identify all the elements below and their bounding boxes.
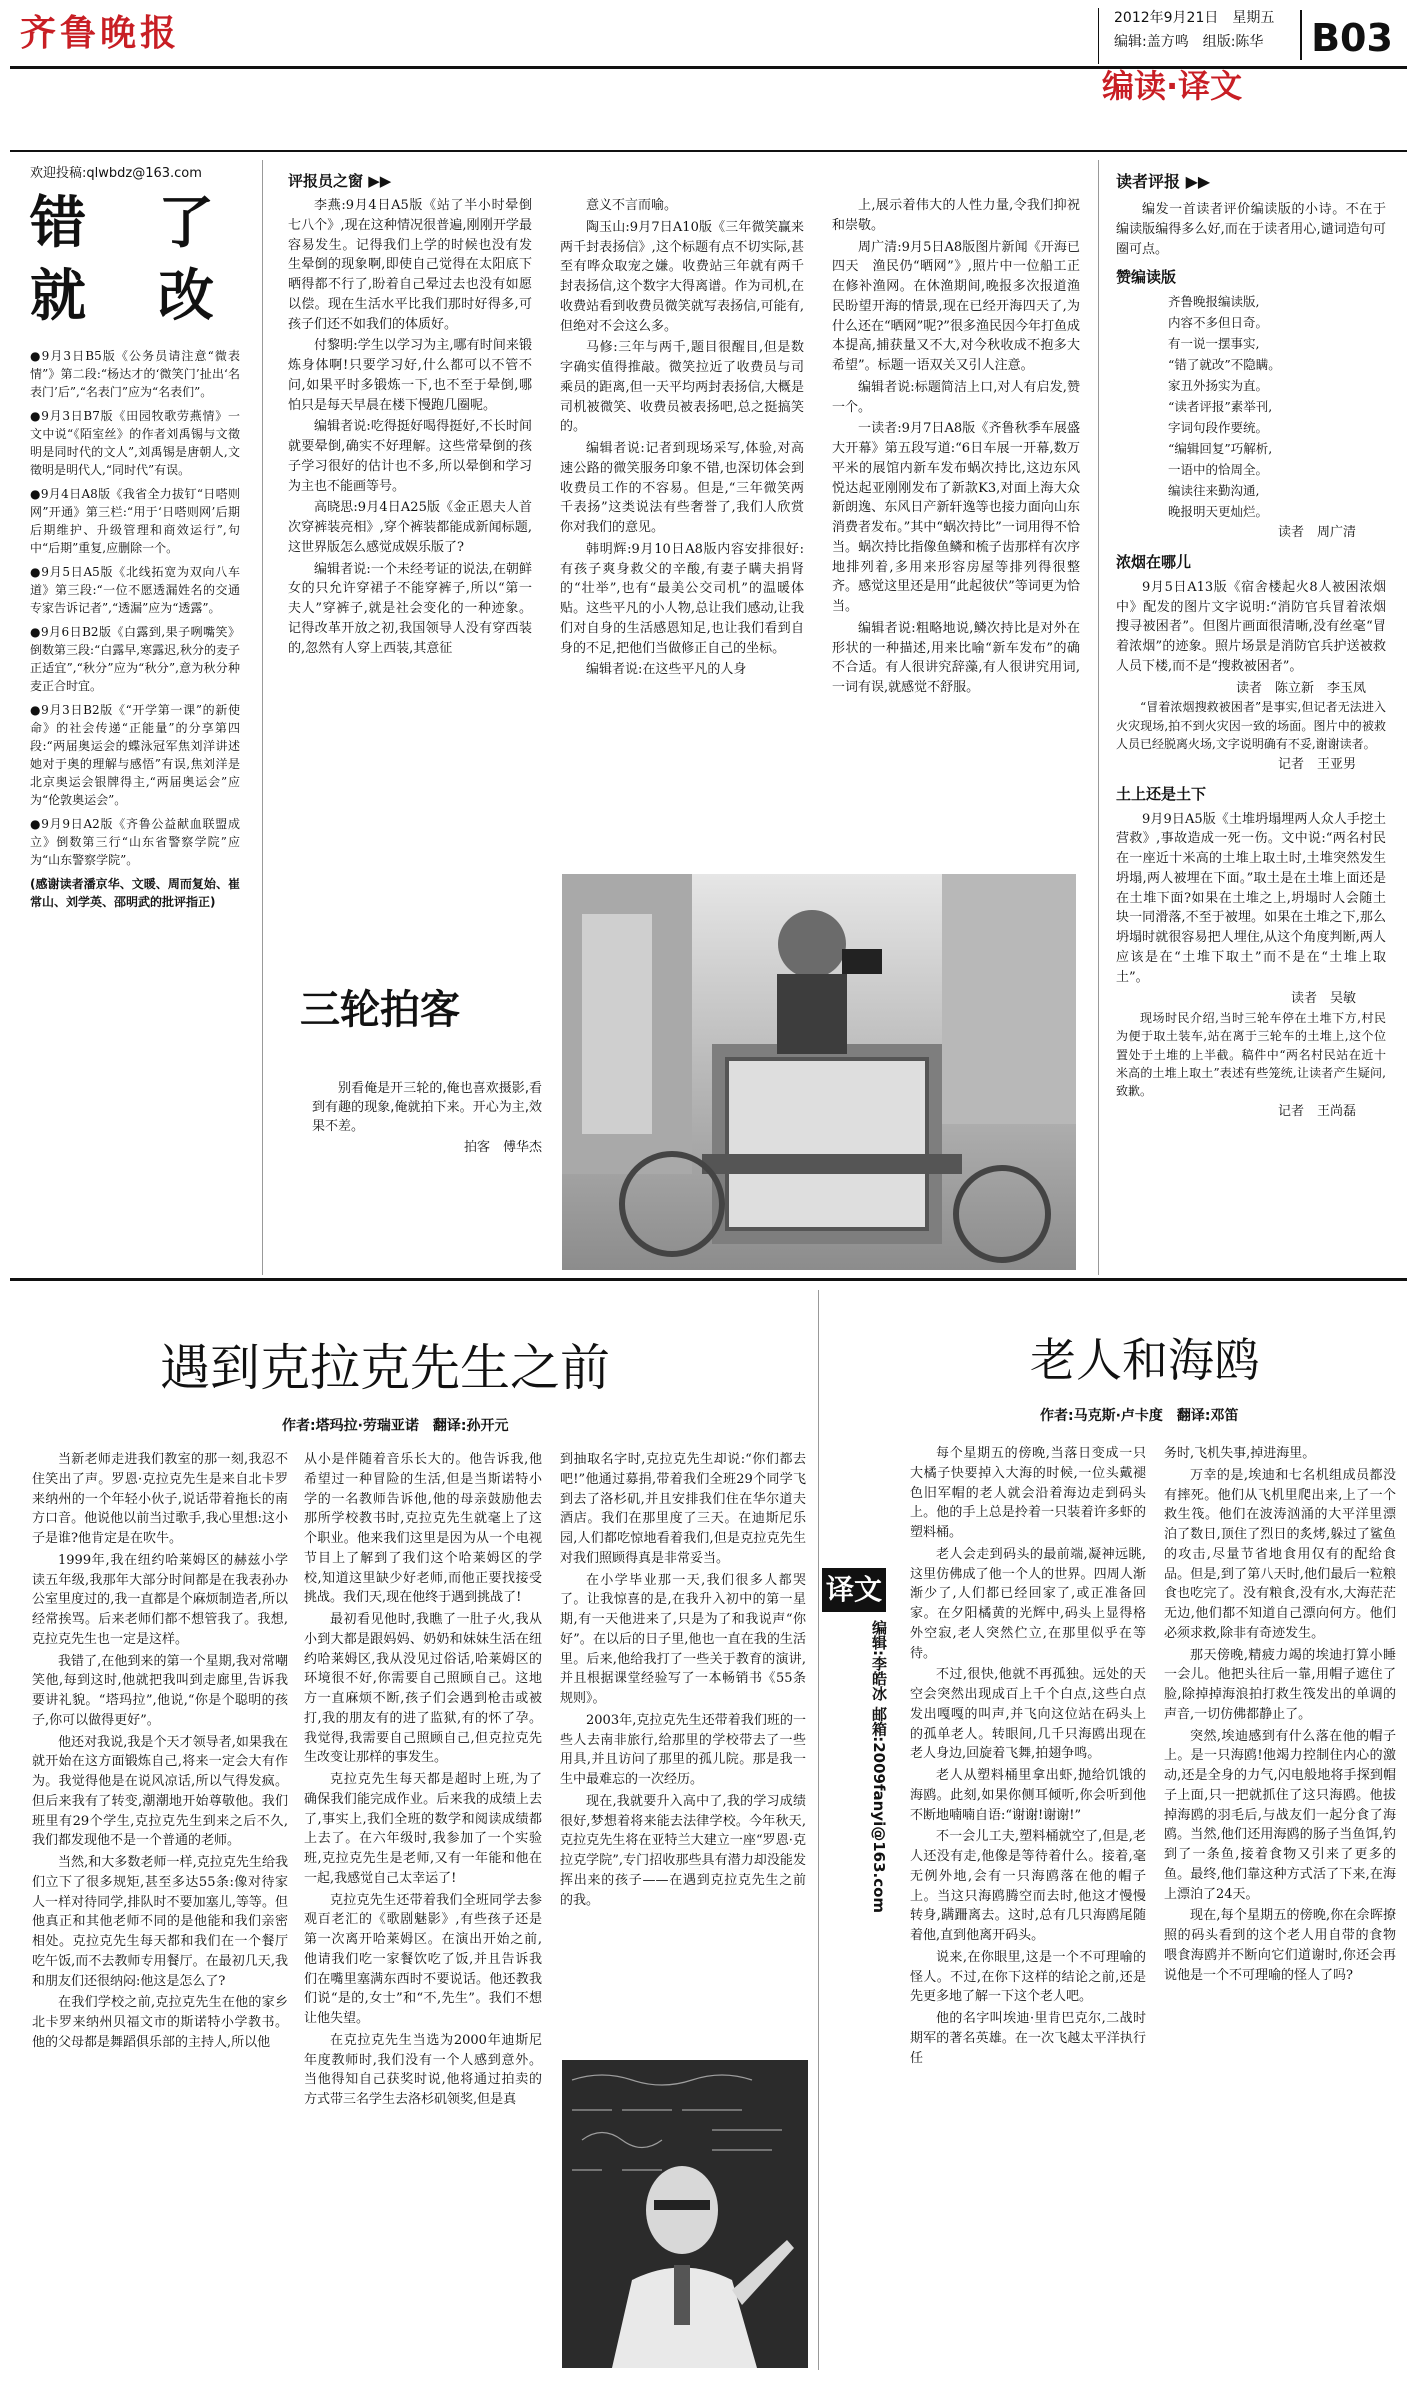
review-col-2 [560,196,804,682]
article-para: 从小是伴随着音乐长大的。他告诉我,他希望过一种冒险的生活,但是当斯诺特小学的一名教师告诉他,他的母亲鼓励他去那所学校教书时,克拉克先生就毫上了这个职业。他来我们这里是因为从一个电视节目上了解到了我们这个哈莱姆区的学校,知道这里缺少好老师,而他正要找接受挑战。我们天,现在他终于遇到挑战了! [304,1452,542,1606]
translation-mailbox: 邮箱:2009fanyi@163.com [870,1706,888,1914]
earth-title: 土上还是土下 [1116,784,1207,803]
smoke-reporter: 记者 王亚男 [1277,757,1356,773]
smoke-title: 浓烟在哪儿 [1116,553,1192,572]
article1-col-3 [560,1450,806,1912]
article-para: 老人会走到码头的最前端,凝神远眺,这里仿佛成了他一个人的世界。四周人渐渐少了,人们都已经回家了,或正准备回家。在夕阳橘黄的光辉中,码头上显得格外空寂,老人突然伫立,在那里似乎在等待。 [910,1546,1146,1661]
article-para: 1999年,我在纽约哈莱姆区的赫兹小学读五年级,我那年大部分时间都是在我表孙办公室里度过的,我一直都是个麻烦制造者,所以经常挨骂。后来老师们都不想管我了。我想,克拉克先生也一定是这样。 [32,1552,288,1647]
correction-item: ●9月4日A8版《我省全力拔钉“日嗒则网”开通》第三栏:“用于‘日嗒则网’后期后期维护、升级管理和商效运行”,句中“后期”重复,应删除一个。 [30,487,240,556]
corrections-column [30,164,240,913]
review-window-title: 评报员之窗 ▶▶ [288,172,392,190]
review-para: 编辑者说:在这些平凡的人身 [586,662,747,678]
article2-col-1 [910,1444,1146,2070]
earth-signer: 读者 吴敏 [1290,991,1356,1007]
smoke-reply: “冒着浓烟搜救被困者”是事实,但记者无法进入火灾现场,拍不到火灾因一致的场面。图片中的被救人员已经脱离火场,文字说明确有不妥,谢谢读者。 [1116,700,1386,751]
corrections-list [30,347,240,911]
earth-reporter: 记者 王尚磊 [1277,1104,1356,1120]
review-para: 编辑者说:标题简洁上口,对人有启发,赞一个。 [832,379,1080,415]
poem [1116,292,1386,521]
correction-item: ●9月9日A2版《齐鲁公益献血联盟成立》倒数第三行“山东省警察学院”应为“山东警察学院”。 [30,817,240,868]
article-para: 现在,每个星期五的傍晚,你在佘晖撩照的码头看到的这个老人用自带的食物喂食海鸥并不断向它们道谢时,你还会再说他是一个不可理喻的怪人了吗? [1164,1908,1396,1983]
article-para: 他的名字叫埃迪·里肯巴克尔,二战时期军的著名英雄。在一次飞越太平洋执行任 [910,2011,1146,2066]
arrow-icon: ▶▶ [368,172,392,190]
masthead-logo: 齐鲁晚报 [20,12,181,54]
teacher-photo [562,2060,808,2368]
review-col-1 [288,196,532,660]
poem-title: 赞编读版 [1116,267,1177,286]
article-para: 2003年,克拉克先生还带着我们班的一些人去南非旅行,给那里的学校带去了一些用具,并且访问了那里的孤儿院。那是我一生中最难忘的一次经历。 [560,1712,806,1787]
photo-story-title: 三轮拍客 [300,987,460,1033]
smoke-text: 9月5日A13版《宿舍楼起火8人被困浓烟中》配发的图片文字说明:“消防官兵冒着浓烟搜寻被困者”。但图片画面很清晰,没有丝毫“冒着浓烟”的迹象。照片场景是消防官兵护送被救人员下楼,而不是“搜救被困者”。 [1116,579,1386,674]
translation-rule [10,1278,1407,1281]
poem-line: 家丑外扬实为直。 [1168,378,1269,394]
correction-thanks: (感谢读者潘京华、文暖、周而复始、崔常山、刘学英、邵明武的批评指正) [30,877,240,910]
review-para: 高晓思:9月4日A25版《金正恩夫人首次穿裤装亮相》,穿个裤装都能成新闻标题,这世界版怎么感觉成娱乐版了? [288,500,532,555]
article2-col-2 [1164,1444,1396,1987]
article-para: 我错了,在他到来的第一个星期,我对常嘲笑他,每到这时,他就把我叫到走廊里,告诉我要讲礼貌。“塔玛拉”,他说,“你是个聪明的孩子,你可以做得更好”。 [32,1653,288,1728]
header-rule [10,66,1407,69]
translation-editor: 编辑:李皓冰 [870,1620,888,1701]
page-number: B03 [1300,10,1402,60]
correction-item: ●9月3日B7版《田园牧歌劳燕情》一文中说“《陌室丝》的作者刘禹锡与文徵明是同时代的文人”,刘禹锡是唐朝人,文徵明是明代人,“同时代”有误。 [30,409,240,478]
review-para: 编辑者说:吃得挺好喝得挺好,不长时间就要晕倒,确实不好理解。这些常晕倒的孩子学习很好的估计也不多,所以晕倒和学习为主也不能画等号。 [288,419,532,494]
article-para: 不一会儿工夫,塑料桶就空了,但是,老人还没有走,他像是等待着什么。接着,毫无例外地,会有一只海鸥落在他的帽子上。当这只海鸥腾空而去时,他这才慢慢转身,蹒跚离去。这时,总有几只海鸥尾随着他,直到他离开码头。 [910,1829,1146,1943]
poem-line: 晚报明天更灿烂。 [1168,504,1269,520]
review-para: 意义不言而喻。 [586,198,678,213]
poem-author: 读者 周广清 [1277,525,1356,541]
earth-text: 9月9日A5版《土堆坍塌埋两人众人手挖土营救》,事故造成一死一伤。文中说:“两名村民在一座近十米高的土堆上取土时,土堆突然发生坍塌,两人被埋在下面。”取土是在土堆上面还是在土堆下面?如果在土堆之上,坍塌时人会随土块一同滑落,不至于被埋。如果在土堆之下,那么坍塌时就很容易把人埋住,从这个角度判断,两人应该是在“土堆下取土”而不是在“土堆上取土”。 [1116,811,1386,985]
article-para: 万幸的是,埃迪和七名机组成员都没有摔死。他们从飞机里爬出来,上了一个救生筏。他们在波涛汹涌的大平洋里漂泊了数日,顶住了烈日的炙烤,躲过了鲨鱼的攻击,尽量节省地食用仅有的配给食品。但是,到了第八天时,他们最后一粒粮食也吃完了。没有粮食,没有水,大海茫茫无边,他们都不知道自己漂向何方。他们必须求救,除非有奇迹发生。 [1164,1467,1396,1641]
article-para: 克拉克先生还带着我们全班同学去参观百老汇的《歌剧魅影》,有些孩子还是第一次离开哈莱姆区。在演出开始之前,他请我们吃一家餐饮吃了饭,并且告诉我们在嘴里塞满东西时不要说话。他还教我们说“是的,女士”和“不,先生”。我们不想让他失望。 [304,1892,542,2026]
top-rule-2 [10,150,1407,152]
poem-line: “错了就改”不隐瞒。 [1168,357,1281,373]
reader-review-intro: 编发一首读者评价编读版的小诗。不在于编读版编得多么好,而在于读者用心,谴词造句可圈可点。 [1116,202,1386,257]
article1-col-1 [32,1450,288,2055]
editors-line: 编辑:盖方鸣 组版:陈华 [1114,34,1264,50]
article-para: 现在,我就要升入高中了,我的学习成绩很好,梦想着将来能去法律学校。今年秋天,克拉克先生将在亚特兰大建立一座“罗恩·克拉克学院”,专门招收那些具有潜力却没能发挥出来的孩子——在遇到克拉克先生之前的我。 [560,1793,806,1908]
col-divider [1098,160,1099,1275]
poem-line: 一语中的恰周全。 [1168,462,1269,478]
article1-byline: 作者:塔玛拉·劳瑞亚诺 翻译:孙开元 [282,1418,509,1434]
article-para: 到抽取名字时,克拉克先生却说:“你们都去吧!”他通过募捐,带着我们全班29个同学飞到去了洛杉矶,并且安排我们住在华尔道夫酒店。我们在那里度了三天。在迪斯尼乐园,人们都吃惊地看着我们,但是克拉克先生对我们照顾得真是非常妥当。 [560,1452,806,1566]
smoke-signer: 读者 陈立新 李玉凤 [1235,680,1366,696]
review-para: 李燕:9月4日A5版《站了半小时晕倒七八个》,现在这种情况很普遍,刚刚开学最容易发生。记得我们上学的时候也没有发生晕倒的现象啊,即使自己觉得在太阳底下晒得都不行了,盼着自己晕过去也没有如愿以偿。现在生活水平比我们那时好得多,可孩子们还不如我们的体质好。 [288,198,532,332]
corrections-headline-2: 就 改 [30,263,222,329]
reader-review-column [1116,170,1386,1122]
col-divider [262,160,263,1275]
corrections-headline-1: 错 了 [30,190,222,256]
review-col-3 [832,196,1080,700]
article-para: 突然,埃迪感到有什么落在他的帽子上。是一只海鸥!他竭力控制住内心的激动,还是全身的力气,闪电般地将手探到帽子上面,只一把就抓住了这只海鸥。他拔掉海鸥的羽毛后,与战友们一起分食了海鸥。当然,他们还用海鸥的肠子当鱼饵,钓到了一条鱼,接着食物又引来了更多的鱼。最终,他们靠这种方式活了下来,在海上漂泊了24天。 [1164,1728,1396,1902]
review-para: 上,展示着伟大的人性力量,令我们抑祝和崇敬。 [832,198,1080,233]
review-para: 编辑者说:粗略地说,鳞次持比是对外在形状的一种描述,用来比喻“新车发布”的确不合适。有人很讲究辞藻,有人很讲究用词,一词有误,就感觉不舒服。 [832,620,1080,695]
article-para: 每个星期五的傍晚,当落日变成一只大橘子快要掉入大海的时候,一位头戴褪色旧军帽的老人就会沿着海边走到码头上。他的手上总是拎着一只装着许多虾的塑料桶。 [910,1446,1146,1540]
arrow-icon: ▶▶ [1185,172,1211,191]
article-para: 克拉克先生每天都是超时上班,为了确保我们能完成作业。后来我的成绩上去了,事实上,我们全班的数学和阅读成绩都上去了。在六年级时,我参加了一个实验班,克拉克先生是老师,又有一年能和他在一起,我感觉自己太幸运了! [304,1772,542,1886]
review-para: 一读者:9月7日A8版《齐鲁秋季车展盛大开幕》第五段写道:“6日车展一开幕,数万平米的展馆内新车发布蜗次持比,这边东风悦达起亚刚刚发布了新款K3,对面上海大众新朗逸、东风日产新轩逸等也接力面向山东消费者发布。”其中“蜗次持比”一词用得不恰当。蜗次持比指像鱼鳞和梳子齿那样有次序地排列着,多用来形容房屋等排列得很整齐。感觉这里还是用“此起彼伏”等词更为恰当。 [832,421,1080,614]
tricycle-photo [562,874,1076,1270]
poem-line: 齐鲁晚报编读版, [1168,294,1260,310]
poem-line: 字词句段作要统。 [1168,420,1269,436]
article-para: 说来,在你眼里,这是一个不可理喻的怪人。不过,在你下这样的结论之前,还是先更多地了解一下这个老人吧。 [910,1949,1146,2005]
reader-review-title: 读者评报 ▶▶ [1116,172,1211,191]
article1-title: 遇到克拉克先生之前 [160,1339,610,1397]
article-para: 那天傍晚,精疲力竭的埃迪打算小睡一会儿。他把头往后一靠,用帽子遮住了脸,除掉掉海浪拍打救生筏发出的单调的声音,一切仿佛都静止了。 [1164,1647,1396,1722]
article-para: 老人从塑料桶里拿出虾,抛给饥饿的海鸥。此刻,如果你侧耳倾听,你会听到他不断地喃喃自语:“谢谢!谢谢!” [910,1768,1146,1823]
article-para: 他还对我说,我是个天才领导者,如果我在就开始在这方面锻炼自己,将来一定会大有作为。我觉得他是在说风凉话,所以气得发疯。但后来我有了转变,潮潮地开始尊敬他。我们班里有29个学生,克拉克先生到来之后不久,我们都发现他不是一个普通的老师。 [32,1734,288,1849]
review-para: 编辑者说:记者到现场采写,体验,对高速公路的微笑服务印象不错,也深切体会到收费员工作的不容易。但是,“三年微笑两千表扬”这类说法有些奢誉了,我们人欣赏你对我们的意见。 [560,441,804,535]
article-para: 不过,很快,他就不再孤独。远处的天空会突然出现成百上千个白点,这些白点发出嘎嘎的叫声,并飞向这位站在码头上的孤单老人。转眼间,几千只海鸥出现在老人身边,回旋着飞舞,拍翅争鸣。 [910,1667,1146,1762]
review-para: 韩明辉:9月10日A8版内容安排很好:有孩子爽身救父的辛酸,有妻子瞒夫捐肾的“壮举”,也有“最美公交司机”的温暖体贴。这些平凡的小人物,总让我们感动,让我们对自身的生活感恩知足,也让我们看到自身的不足,把他们当做修正自己的坐标。 [560,541,804,656]
translation-credits [826,1620,890,2040]
section-title: 编读·译文 [1102,67,1243,105]
review-para: 编辑者说:一个未经考证的说法,在朝鲜女的只允许穿裙子不能穿裤子,所以“第一夫人”穿裤子,就是社会变化的一种迹象。记得改革开放之初,我国领导人没有穿西装的,忽然有人穿上西装,其意征 [288,561,532,656]
article-para: 当新老师走进我们教室的那一刻,我忍不住笑出了声。罗恩·克拉克先生是来自北卡罗来纳州的一个年轻小伙子,说话带着拖长的南方口音。他说他以前当过歌手,我心里想:这小子是谁?他肯定是在吹牛。 [32,1452,288,1546]
article-para: 务时,飞机失事,掉进海里。 [1164,1446,1316,1461]
article-para: 当然,和大多数老师一样,克拉克先生给我们立下了很多规矩,甚至多达55条:像对待家人一样对待同学,排队时不要加塞儿,等等。但他真正和其他老师不同的是他能和我们亲密相处。克拉克先生每天都和我们在一个餐厅吃午饭,而不去教师专用餐厅。在最初几天,我和朋友们还很纳闷:他这是怎么了? [32,1855,288,1989]
article-para: 在我们学校之前,克拉克先生在他的家乡北卡罗来纳州贝福文市的斯诺特小学教书。他的父母都是舞蹈俱乐部的主持人,所以他 [32,1995,288,2050]
article2-byline: 作者:马克斯·卢卡度 翻译:邓笛 [1040,1408,1239,1424]
photo-caption [312,1080,542,1157]
col-divider [818,1290,819,2370]
article-para: 在克拉克先生当选为2000年迪斯尼年度教师时,我们没有一个人感到意外。当他得知自己获奖时说,他将通过拍卖的方式带三名学生去洛杉矶领奖,但是真 [304,2032,542,2107]
correction-item: ●9月6日B2版《白露到,果子咧嘴笑》倒数第三段:“白露早,寒露迟,秋分的麦子正适宜”,“秋分”应为“秋分”,意为秋分种麦正合时宜。 [30,625,240,694]
article-para: 最初看见他时,我瞧了一肚子火,我从小到大都是跟妈妈、奶奶和妹妹生活在纽约哈莱姆区,我从没见过俗话,哈莱姆区的环境很不好,你需要自己照顾自己。这地方一直麻烦不断,孩子们会遇到枪击或被打,我的朋友有的进了监狱,有的怀了孕。我觉得,我需要自己照顾自己,但克拉克先生改变让那样的事发生。 [304,1612,542,1766]
poem-line: 编读往来勤沟通, [1168,483,1260,499]
review-para: 马修:三年与两千,题目很醒目,但是数字确实值得推敲。微笑拉近了收费员与司乘员的距离,但一天平均两封表扬信,大概是司机被微笑、收费员被表扬吧,总之挺搞笑的。 [560,340,804,435]
header-divider [1098,8,1099,64]
translation-label: 译文 [822,1568,886,1612]
review-para: 付黎明:学生以学习为主,哪有时间来锻炼身体啊!只要学习好,什么都可以不管不问,如果平时多锻炼一下,也不至于晕倒,哪怕只是每天早晨在楼下慢跑几圈呢。 [288,338,532,413]
article2-title: 老人和海鸥 [1030,1333,1260,1387]
correction-item: ●9月3日B5版《公务员请注意“微表情”》第二段:“杨达才的‘微笑门’扯出‘名表门’后”,“名表门”应为“名表们”。 [30,349,240,400]
submit-email: 欢迎投稿:qlwbdz@163.com [30,166,202,181]
correction-item: ●9月3日B2版《“开学第一课”的新使命》的社会传递“正能量”的分享第四段:“两届奥运会的蝶泳冠军焦刘洋讲述她对于奥的理解与感悟”有误,焦刘洋是北京奥运会银牌得主,“两届奥运会”应为“伦敦奥运会”。 [30,703,240,808]
poem-line: 内容不多但日奇。 [1168,315,1269,331]
poem-line: “读者评报”素举刊, [1168,399,1273,415]
correction-item: ●9月5日A5版《北线拓宽为双向八车道》第三段:“一位不愿透漏姓名的交通专家告诉记者”,“透漏”应为“透露”。 [30,565,240,616]
photo-credit: 拍客 傅华杰 [463,1139,542,1155]
photo-caption-text: 别看俺是开三轮的,俺也喜欢摄影,看到有趣的现象,俺就拍下来。开心为主,效果不差。 [312,1081,542,1134]
poem-line: 有一说一摆事实, [1168,336,1260,352]
article-para: 在小学毕业那一天,我们很多人都哭了。让我惊喜的是,在我升入初中的第一星期,有一天他进来了,只是为了和我说声“你好”。在以后的日子里,他也一直在我的生活里。后来,他给我打了一些关于教育的演讲,并且根据课堂经验写了一本畅销书《55条规则》。 [560,1572,806,1706]
poem-line: “编辑回复”巧解析, [1168,441,1273,457]
issue-date: 2012年9月21日 星期五 [1114,10,1275,26]
review-para: 陶玉山:9月7日A10版《三年微笑赢来两千封表扬信》,这个标题有点不切实际,甚至有哗众取宠之嫌。收费站三年就有两千封表扬信,这个数字大得离谱。作为司机,在收费站看到收费员微笑就写表扬信,可能有,但绝对不会这么多。 [560,219,804,334]
review-para: 周广清:9月5日A8版图片新闻《开海已四天 渔民仍“晒网”》,照片中一位船工正在修补渔网。在休渔期间,晚报多次报道渔民盼望开海的情景,现在已经开海四天了,为什么还在“晒网”呢?”很多渔民因今年打鱼成本提高,捕获量又不大,对今秋收成不抱多大希望”。标题一语双关又引人注意。 [832,239,1080,373]
article1-col-2 [304,1450,542,2112]
earth-reply: 现场时民介绍,当时三轮车停在土堆下方,村民为便于取土装车,站在离于三轮车的土堆上,这个位置处于土堆的上半截。稿件中“两名村民站在近十米高的土堆上取土”表述有些笼统,让读者产生疑问,致歉。 [1116,1011,1386,1099]
